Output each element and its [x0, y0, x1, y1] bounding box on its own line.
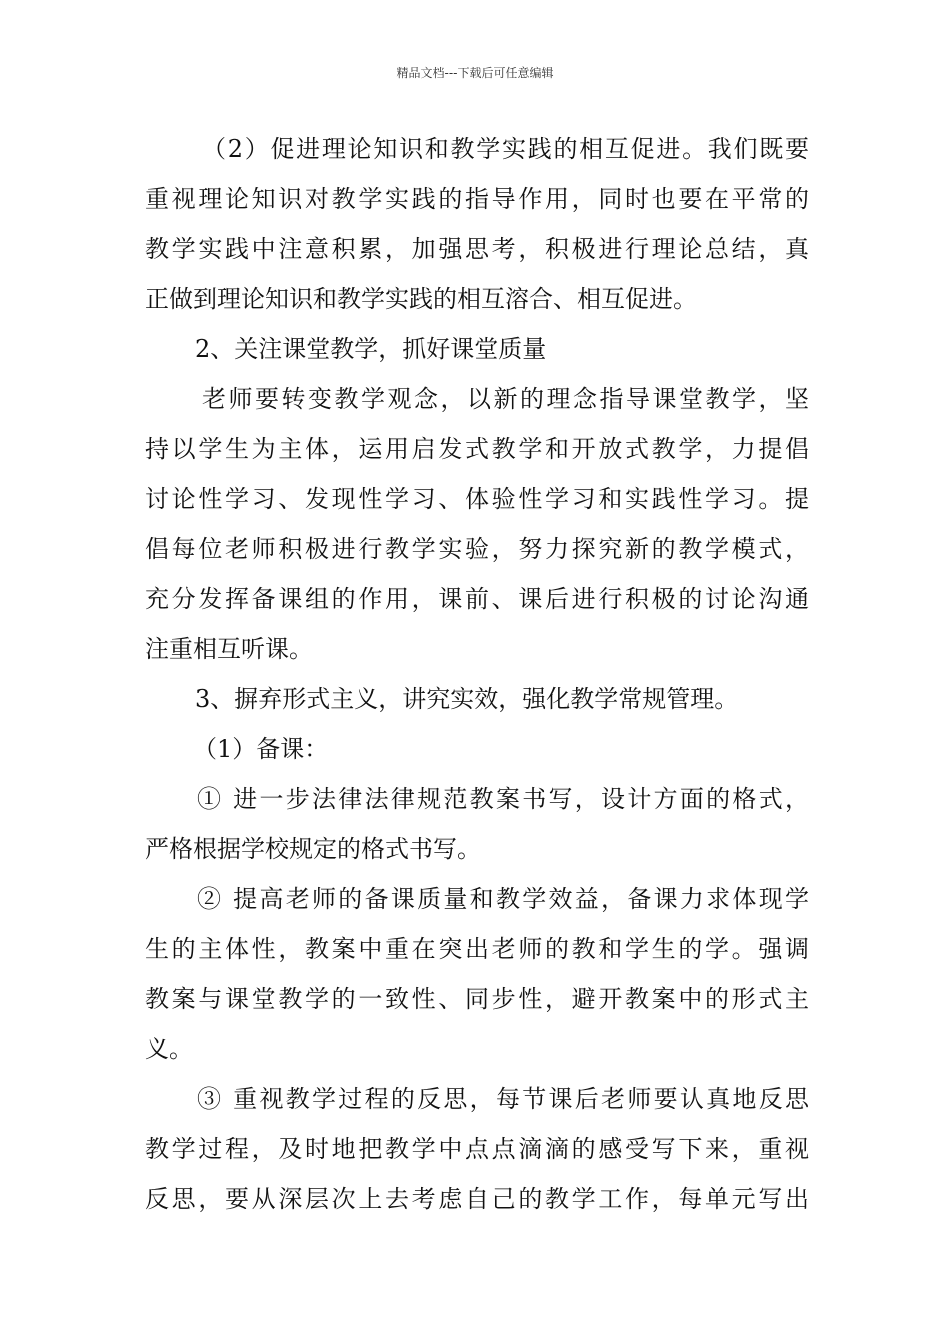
text-line: 老师要转变教学观念，以新的理念指导课堂教学，坚 [202, 385, 809, 413]
page-header: 精品文档---下载后可任意编辑 [396, 66, 554, 80]
text-line: 教学过程，及时地把教学中点点滴滴的感受写下来，重视 [145, 1135, 809, 1163]
text-line: 持以学生为主体，运用启发式教学和开放式教学，力提倡 [145, 435, 809, 463]
text-line: 充分发挥备课组的作用，课前、课后进行积极的讨论沟通 [145, 585, 809, 613]
text-line: 义。 [145, 1035, 193, 1063]
text-line: ③ 重视教学过程的反思，每节课后老师要认真地反思 [197, 1085, 809, 1113]
text-line: 严格根据学校规定的格式书写。 [145, 835, 481, 863]
text-line: 反思，要从深层次上去考虑自己的教学工作，每单元写出 [145, 1185, 809, 1213]
text-line: ① 进一步法律法律规范教案书写，设计方面的格式， [197, 785, 809, 813]
text-line: 倡每位老师积极进行教学实验，努力探究新的教学模式， [145, 535, 809, 563]
text-line: 生的主体性，教案中重在突出老师的教和学生的学。强调 [145, 935, 809, 963]
section-heading: 3、摒弃形式主义，讲究实效，强化教学常规管理。 [195, 685, 739, 713]
text-line: 正做到理论知识和教学实践的相互溶合、相互促进。 [145, 285, 697, 313]
subsection-heading: （1）备课： [193, 735, 329, 763]
section-heading: 2、关注课堂教学，抓好课堂质量 [195, 335, 547, 363]
text-line: ② 提高老师的备课质量和教学效益，备课力求体现学 [197, 885, 809, 913]
text-line: 注重相互听课。 [145, 635, 313, 663]
text-line: 讨论性学习、发现性学习、体验性学习和实践性学习。提 [145, 485, 809, 513]
text-line: （2）促进理论知识和教学实践的相互促进。我们既要 [202, 135, 809, 163]
text-line: 教学实践中注意积累，加强思考，积极进行理论总结，真 [145, 235, 809, 263]
text-line: 重视理论知识对教学实践的指导作用，同时也要在平常的 [145, 185, 809, 213]
text-line: 教案与课堂教学的一致性、同步性，避开教案中的形式主 [145, 985, 809, 1013]
